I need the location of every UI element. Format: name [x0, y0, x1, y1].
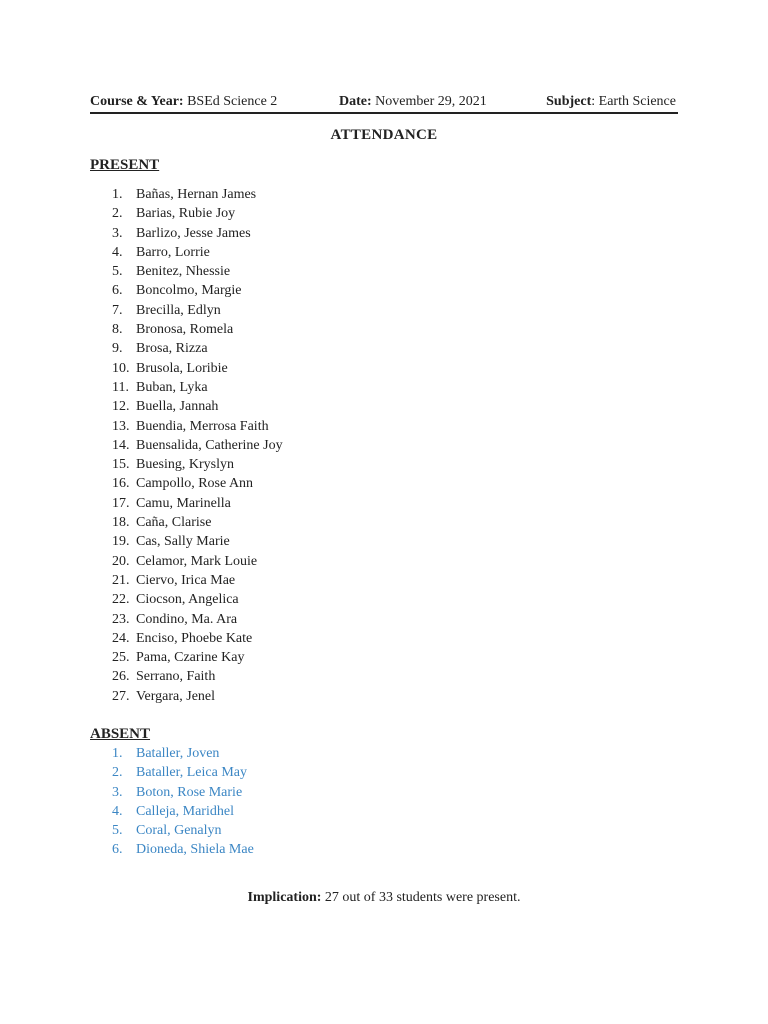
- student-name: Buensalida, Catherine Joy: [136, 437, 283, 453]
- student-name: Brecilla, Edlyn: [136, 302, 221, 318]
- student-name: Coral, Genalyn: [136, 823, 222, 839]
- list-item-number: 2.: [112, 206, 123, 222]
- date-label: Date:: [339, 94, 372, 109]
- absent-heading: ABSENT: [90, 726, 151, 742]
- subject-value: : Earth Science: [591, 94, 676, 109]
- list-item-number: 9.: [112, 341, 123, 357]
- list-item-number: 14.: [112, 437, 130, 453]
- list-item-number: 27.: [112, 688, 130, 704]
- student-name: Buella, Jannah: [136, 399, 219, 415]
- list-item-number: 1.: [112, 187, 123, 202]
- student-name: Boton, Rose Marie: [136, 784, 243, 800]
- student-name: Bataller, Leica May: [136, 765, 247, 781]
- list-item-number: 16.: [112, 476, 130, 492]
- student-name: Serrano, Faith: [136, 669, 216, 685]
- list-item-number: 18.: [112, 515, 130, 531]
- student-name: Dioneda, Shiela Mae: [136, 842, 254, 858]
- list-item-number: 15.: [112, 457, 130, 473]
- list-item-number: 11.: [112, 379, 129, 395]
- list-item-number: 10.: [112, 360, 130, 376]
- student-name: Boncolmo, Margie: [136, 283, 242, 299]
- student-name: Vergara, Jenel: [136, 688, 216, 704]
- list-item-number: 6.: [112, 283, 123, 299]
- student-name: Brosa, Rizza: [136, 341, 208, 357]
- student-name: Barlizo, Jesse James: [136, 225, 251, 241]
- student-name: Barias, Rubie Joy: [136, 206, 236, 222]
- student-name: Bañas, Hernan James: [136, 187, 257, 202]
- subject-field: [546, 93, 676, 111]
- list-item-number: 3.: [112, 784, 123, 800]
- list-item-number: 1.: [112, 746, 123, 761]
- student-name: Camu, Marinella: [136, 495, 231, 511]
- list-item-number: 26.: [112, 669, 130, 685]
- student-name: Benitez, Nhessie: [136, 264, 231, 280]
- student-name: Ciervo, Irica Mae: [136, 572, 236, 588]
- list-item-number: 21.: [112, 572, 130, 588]
- present-heading: PRESENT: [90, 157, 160, 173]
- list-item-number: 4.: [112, 244, 123, 260]
- course-year-value: BSEd Science 2: [187, 94, 278, 109]
- student-name: Calleja, Maridhel: [136, 803, 234, 819]
- list-item-number: 23.: [112, 611, 130, 627]
- list-item-number: 13.: [112, 418, 130, 434]
- student-name: Caña, Clarise: [136, 515, 212, 531]
- document-header: [90, 93, 678, 114]
- list-item-number: 5.: [112, 823, 123, 839]
- list-item-number: 24.: [112, 630, 130, 646]
- list-item-number: 5.: [112, 264, 123, 280]
- student-name: Buendia, Merrosa Faith: [136, 418, 269, 434]
- list-item-number: 6.: [112, 842, 123, 858]
- list-item-number: 3.: [112, 225, 123, 241]
- course-year-field: [90, 93, 277, 111]
- list-item-number: 22.: [112, 592, 130, 608]
- list-item-number: 19.: [112, 534, 130, 550]
- student-name: Campollo, Rose Ann: [136, 476, 254, 492]
- list-item-number: 2.: [112, 765, 123, 781]
- list-item-number: 12.: [112, 399, 130, 415]
- date-field: [339, 93, 487, 111]
- list-item-number: 25.: [112, 650, 130, 666]
- student-name: Condino, Ma. Ara: [136, 611, 238, 627]
- implication-label: Implication:: [247, 890, 322, 905]
- student-name: Pama, Czarine Kay: [136, 650, 245, 666]
- course-year-label: Course & Year:: [90, 94, 184, 109]
- student-name: Enciso, Phoebe Kate: [136, 630, 253, 646]
- student-name: Buban, Lyka: [136, 379, 208, 395]
- list-item-number: 7.: [112, 302, 123, 318]
- student-name: Celamor, Mark Louie: [136, 553, 258, 569]
- subject-label: Subject: [546, 94, 592, 109]
- student-name: Bronosa, Romela: [136, 322, 234, 338]
- list-item-number: 17.: [112, 495, 130, 511]
- implication-text: 27 out of 33 students were present.: [324, 890, 521, 905]
- student-name: Brusola, Loribie: [136, 360, 228, 376]
- page-title: ATTENDANCE: [330, 127, 438, 143]
- student-name: Ciocson, Angelica: [136, 592, 239, 608]
- student-name: Buesing, Kryslyn: [136, 457, 234, 473]
- student-name: Cas, Sally Marie: [136, 534, 230, 550]
- student-name: Bataller, Joven: [136, 746, 220, 761]
- implication-line: [0, 889, 768, 907]
- list-item-number: 8.: [112, 322, 123, 338]
- student-name: Barro, Lorrie: [136, 244, 210, 260]
- list-item-number: 20.: [112, 553, 130, 569]
- list-item-number: 4.: [112, 803, 123, 819]
- date-value: November 29, 2021: [375, 94, 487, 109]
